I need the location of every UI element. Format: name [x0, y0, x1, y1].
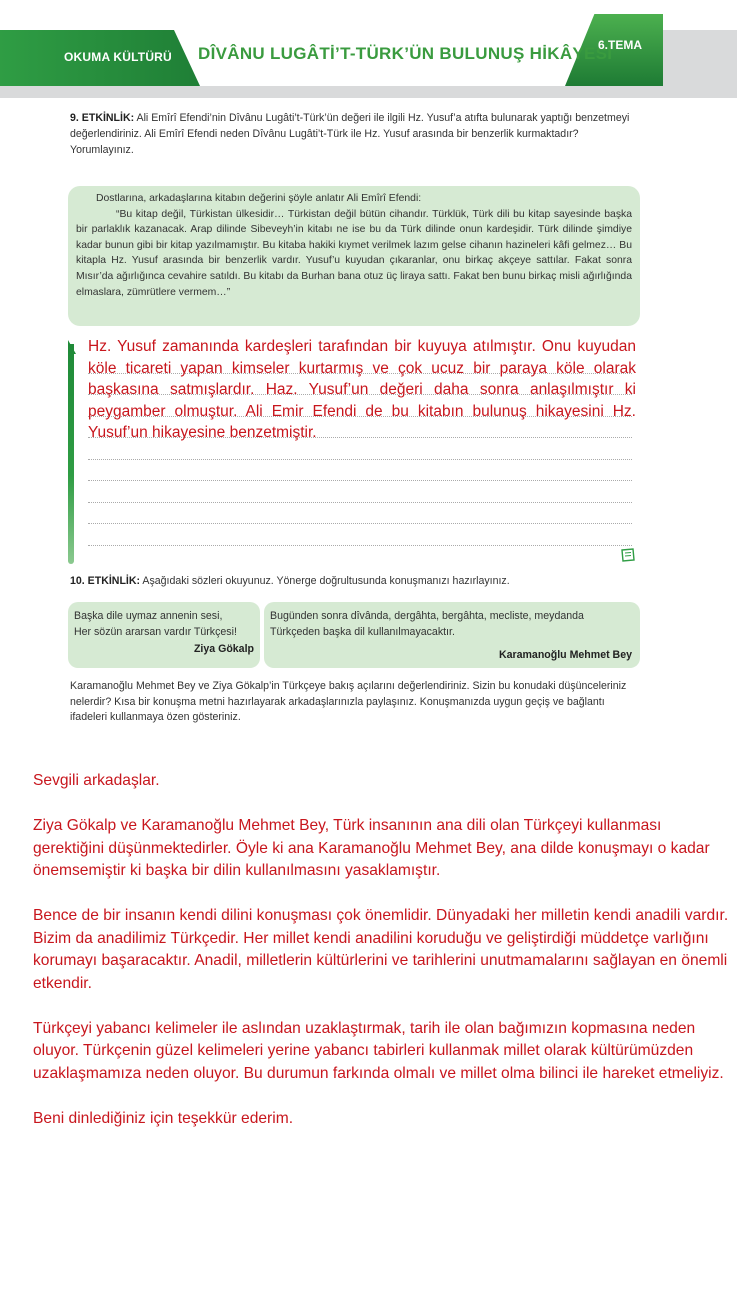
- essay-paragraph: Türkçeyi yabancı kelimeler ile aslından uzaklaştırmak, tarih ile olan bağımızın kopmasına neden oluyor. Türkçenin güzel kelimeleri yerine yabancı tabirleri kullanmak millet olarak kültürümüzden uzaklaşmamıza neden oluyor. Bu durumun farkında olmalı ve millet olma bilinci ile hareket etmeliyiz.: [33, 1019, 724, 1082]
- activity-10-label: 10. ETKİNLİK:: [70, 575, 141, 587]
- writing-line: [88, 481, 632, 503]
- activity-10-prompt: [70, 573, 642, 589]
- speech-essay[interactable]: [33, 770, 731, 1153]
- activity-10-text: Aşağıdaki sözleri okuyunuz. Yönerge doğrultusunda konuşmanızı hazırlayınız.: [140, 575, 510, 587]
- essay-paragraph: Bence de bir insanın kendi dilini konuşması çok önemlidir. Dünyadaki her milletin kendi anadili vardır. Bizim da anadilimiz Türkçedir. Her millet kendi anadilini koruduğu ve geliştirdiği müddetçe varlığını korumayı başaracaktır. Anadil, milletlerin kültürlerini ve tarihlerini unutmamalarını sağlayan en önemli etkendir.: [33, 907, 729, 992]
- activity-10-instruction: Karamanoğlu Mehmet Bey ve Ziya Gökalp’in Türkçeye bakış açılarını değerlendiriniz. Sizin bu konudaki düşünceleriniz nelerdir? Kısa bir konuşma metni hazırlayarak arkadaşlarınızla paylaşınız. Konuşmanızda uygun geçiş ve bağlantı ifadeleri kullanmaya özen gösteriniz.: [70, 680, 627, 723]
- theme-label: 6.TEMA: [598, 38, 643, 52]
- quote-body: “Bu kitap değil, Türkistan ülkesidir… Türkistan değil bütün cihandır. Türklük, Türk dili bu kitap sayesinde başka bir parlaklık kazanacak. Arap dilinde Sibeveyh’in kitabı ne ise bu da Türk dilinde onun kardeşidir. Türk dilinde şimdiye kadar bunun gibi bir kitap yazılmamıştır. Bu kitaba hakiki kıymet verilmek lazım gelse cihanın hazineleri kâfi gelmez… Bu kitapla Hz. Yusuf arasında bir benzerlik vardır. Yusuf’u kuyudan çıkaranlar, onu birkaç akçeye sattılar. Fakat sonra Mısır’da ağırlığınca cevahire satıldı. Bu kitabı da Burhan bana otuz üç liraya sattı. Fakat ben bunu birkaç misli ağırlığında elmaslara, zümrütlere vermem…”: [76, 208, 632, 298]
- page-header: [0, 0, 737, 100]
- activity-9-answer[interactable]: Hz. Yusuf zamanında kardeşleri tarafından bir kuyuya atılmıştır. Onu kuyudan köle ticareti yapan kimseler kurtarmış ve çok ucuz bir paraya köle olarak başkasına satmışlardır. Haz. Yusuf’un değeri daha sonra anlaşılmıştır ki peygamber olmuştur. Ali Emir Efendi de bu kitabın bulunuş hikayesini Hz. Yusuf’un hikayesine benzetmiştir.: [88, 338, 636, 441]
- quote-line: Başka dile uymaz annenin sesi,: [74, 610, 223, 622]
- activity-9-quote-box: [68, 186, 640, 326]
- activity-9-text: Ali Emîrî Efendi’nin Dîvânu Lugâti’t-Türk’ün değeri ile ilgili Hz. Yusuf’a atıfta bulunarak yaptığı benzetmeyi değerlendiriniz. Ali Emîrî Efendi neden Dîvânu Lugâti’t-Türk ile Hz. Yusuf arasında bir benzerlik kurmaktadır? Yorumlayınız.: [70, 112, 630, 156]
- quote-card-ziya-gokalp: [68, 602, 260, 668]
- answer-margin-bar: [68, 344, 74, 564]
- page-title: DÎVÂNU LUGÂTİ’T-TÜRK’ÜN BULUNUŞ HİKÂYESİ: [198, 44, 613, 63]
- quote-text: Bugünden sonra dîvânda, dergâhta, bergâhta, mecliste, meydanda Türkçeden başka dil kullanılmayacaktır.: [270, 610, 584, 638]
- quote-card-karamanoglu: [264, 602, 640, 668]
- quote-author: Ziya Gökalp: [193, 643, 254, 655]
- writing-line: [88, 503, 632, 525]
- essay-greeting: Sevgili arkadaşlar.: [33, 772, 160, 789]
- writing-line: [88, 460, 632, 482]
- essay-closing: Beni dinlediğiniz için teşekkür ederim.: [33, 1109, 294, 1127]
- notebook-icon: [620, 548, 636, 562]
- quote-author: Karamanoğlu Mehmet Bey: [498, 648, 632, 661]
- writing-line: [88, 524, 632, 546]
- activity-9-label: 9. ETKİNLİK:: [70, 112, 135, 124]
- quote-line: Her sözün ararsan vardır Türkçesi!: [74, 625, 237, 638]
- activity-9-prompt: [70, 110, 642, 158]
- essay-paragraph: Ziya Gökalp ve Karamanoğlu Mehmet Bey, Türk insanının ana dili olan Türkçeyi kullanması gerektiğini düşünmektedirler. Öyle ki ana Karamanoğlu Mehmet Bey, ana dilde konuşmayı o kadar önemsemiştir ki başka bir dilin kullanılmasını yasaklamıştır.: [33, 817, 710, 879]
- section-label: OKUMA KÜLTÜRÜ: [64, 50, 172, 64]
- quote-intro: Dostlarına, arkadaşlarına kitabın değerini şöyle anlatır Ali Emîrî Efendi:: [96, 193, 422, 204]
